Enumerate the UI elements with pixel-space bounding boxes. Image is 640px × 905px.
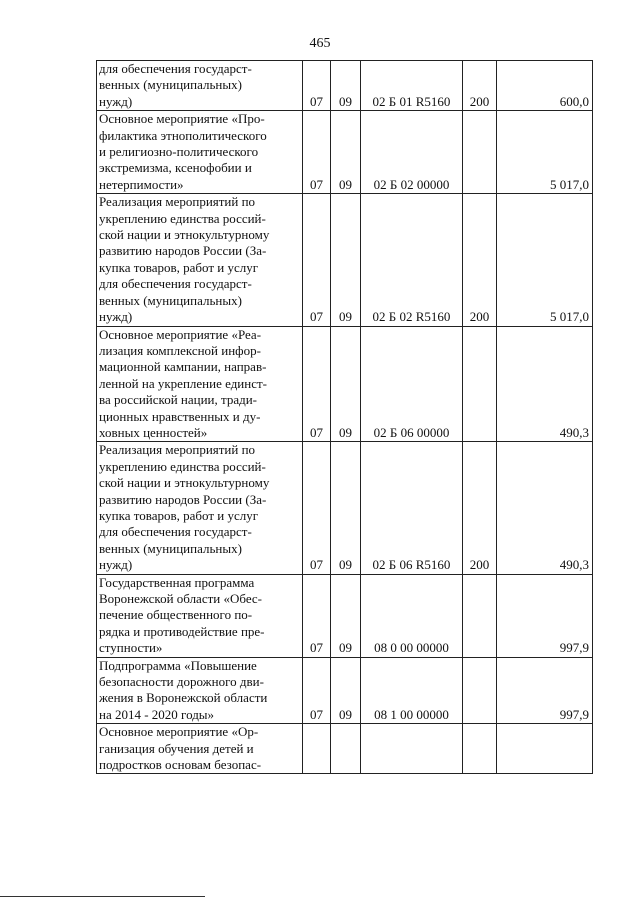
target-article-cell: 08 0 00 00000 bbox=[361, 574, 463, 657]
row-name-line: венных (муниципальных) bbox=[99, 292, 242, 308]
row-name-line: Реализация мероприятий по bbox=[99, 442, 256, 458]
target-article-cell: 02 Б 02 00000 bbox=[361, 111, 463, 194]
section-code-cell: 07 bbox=[303, 194, 331, 326]
subsection-code-cell: 09 bbox=[331, 442, 361, 574]
row-name-line: мационной кампании, направ- bbox=[99, 359, 267, 375]
row-name-cell bbox=[97, 111, 303, 194]
row-name-line: для обеспечения государст- bbox=[99, 524, 252, 540]
row-name-cell bbox=[97, 194, 303, 326]
row-name-line: нужд) bbox=[99, 309, 133, 325]
table-row bbox=[97, 574, 593, 657]
row-name-cell bbox=[97, 657, 303, 724]
row-name-line: рядка и противодействие пре- bbox=[99, 623, 265, 639]
row-name-line: ганизация обучения детей и bbox=[99, 740, 254, 756]
row-name-line: филактика этнополитического bbox=[99, 127, 267, 143]
subsection-code-cell: 09 bbox=[331, 194, 361, 326]
table-row bbox=[97, 657, 593, 724]
expense-type-cell bbox=[463, 657, 497, 724]
row-name-line: развитию народов России (За- bbox=[99, 491, 267, 507]
row-name-line: Основное мероприятие «Про- bbox=[99, 111, 265, 127]
row-name-line: нужд) bbox=[99, 557, 133, 573]
expense-type-cell bbox=[463, 111, 497, 194]
row-name-line: купка товаров, работ и услуг bbox=[99, 259, 259, 275]
row-name-line: ской нации и этнокультурному bbox=[99, 475, 270, 491]
amount-cell: 490,3 bbox=[497, 442, 593, 574]
amount-cell: 997,9 bbox=[497, 657, 593, 724]
row-name-line: Основное мероприятие «Реа- bbox=[99, 326, 262, 342]
table-row bbox=[97, 442, 593, 574]
amount-cell: 5 017,0 bbox=[497, 194, 593, 326]
row-name-line: ва российской нации, тради- bbox=[99, 392, 258, 408]
target-article-cell bbox=[361, 724, 463, 774]
row-name-line: Государственная программа bbox=[99, 574, 255, 590]
row-name-line: венных (муниципальных) bbox=[99, 540, 242, 556]
row-name-line: и религиозно-политического bbox=[99, 144, 259, 160]
row-name-line: Воронежской области «Обес- bbox=[99, 591, 263, 606]
budget-table bbox=[96, 60, 593, 774]
target-article-cell: 08 1 00 00000 bbox=[361, 657, 463, 724]
section-code-cell bbox=[303, 724, 331, 774]
row-name-line: укреплению единства россий- bbox=[99, 458, 266, 474]
target-article-cell: 02 Б 02 R5160 bbox=[361, 194, 463, 326]
row-name-line: ционных нравственных и ду- bbox=[99, 408, 261, 424]
target-article-cell: 02 Б 06 R5160 bbox=[361, 442, 463, 574]
table-body bbox=[97, 61, 593, 774]
row-name-cell bbox=[97, 326, 303, 442]
row-name-line: ступности» bbox=[99, 640, 163, 656]
row-name-line: жения в Воронежской области bbox=[99, 690, 268, 706]
expense-type-cell bbox=[463, 574, 497, 657]
table-row bbox=[97, 724, 593, 774]
row-name-line: нужд) bbox=[99, 93, 133, 109]
table-row bbox=[97, 61, 593, 111]
footnote-divider bbox=[0, 896, 205, 897]
amount-cell: 490,3 bbox=[497, 326, 593, 442]
row-name-cell bbox=[97, 724, 303, 774]
row-name-cell bbox=[97, 442, 303, 574]
expense-type-cell: 200 bbox=[463, 442, 497, 574]
subsection-code-cell: 09 bbox=[331, 61, 361, 111]
row-name-line: для обеспечения государст- bbox=[99, 276, 252, 292]
section-code-cell: 07 bbox=[303, 61, 331, 111]
section-code-cell: 07 bbox=[303, 657, 331, 724]
row-name-line: подростков основам безопас- bbox=[99, 757, 262, 773]
row-name-line: Основное мероприятие «Ор- bbox=[99, 724, 259, 740]
row-name-line: нетерпимости» bbox=[99, 176, 184, 192]
row-name-line: ленной на укрепление единст- bbox=[99, 375, 267, 391]
subsection-code-cell bbox=[331, 724, 361, 774]
row-name-line: купка товаров, работ и услуг bbox=[99, 507, 259, 523]
row-name-line: ской нации и этнокультурному bbox=[99, 227, 270, 243]
target-article-cell: 02 Б 06 00000 bbox=[361, 326, 463, 442]
amount-cell bbox=[497, 724, 593, 774]
target-article-cell: 02 Б 01 R5160 bbox=[361, 61, 463, 111]
row-name-line: ховных ценностей» bbox=[99, 424, 208, 440]
row-name-cell bbox=[97, 574, 303, 657]
expense-type-cell: 200 bbox=[463, 194, 497, 326]
subsection-code-cell: 09 bbox=[331, 326, 361, 442]
amount-cell: 5 017,0 bbox=[497, 111, 593, 194]
amount-cell: 600,0 bbox=[497, 61, 593, 111]
row-name-line: Реализация мероприятий по bbox=[99, 194, 256, 210]
table-row bbox=[97, 111, 593, 194]
row-name-line: на 2014 - 2020 годы» bbox=[99, 706, 215, 722]
section-code-cell: 07 bbox=[303, 442, 331, 574]
row-name-line: безопасности дорожного дви- bbox=[99, 674, 264, 690]
subsection-code-cell: 09 bbox=[331, 574, 361, 657]
expense-type-cell bbox=[463, 326, 497, 442]
section-code-cell: 07 bbox=[303, 326, 331, 442]
row-name-line: укреплению единства россий- bbox=[99, 210, 266, 226]
row-name-cell bbox=[97, 61, 303, 111]
expense-type-cell bbox=[463, 724, 497, 774]
expense-type-cell: 200 bbox=[463, 61, 497, 111]
row-name-line: развитию народов России (За- bbox=[99, 243, 267, 259]
row-name-line: для обеспечения государст- bbox=[99, 61, 252, 76]
table-row bbox=[97, 326, 593, 442]
amount-cell: 997,9 bbox=[497, 574, 593, 657]
row-name-line: венных (муниципальных) bbox=[99, 77, 242, 93]
table-row bbox=[97, 194, 593, 326]
subsection-code-cell: 09 bbox=[331, 657, 361, 724]
section-code-cell: 07 bbox=[303, 111, 331, 194]
row-name-line: экстремизма, ксенофобии и bbox=[99, 160, 252, 176]
subsection-code-cell: 09 bbox=[331, 111, 361, 194]
row-name-line: печение общественного по- bbox=[99, 607, 253, 623]
page-number: 465 bbox=[309, 36, 331, 51]
row-name-line: Подпрограмма «Повышение bbox=[99, 657, 257, 673]
section-code-cell: 07 bbox=[303, 574, 331, 657]
row-name-line: лизация комплексной инфор- bbox=[99, 342, 261, 358]
